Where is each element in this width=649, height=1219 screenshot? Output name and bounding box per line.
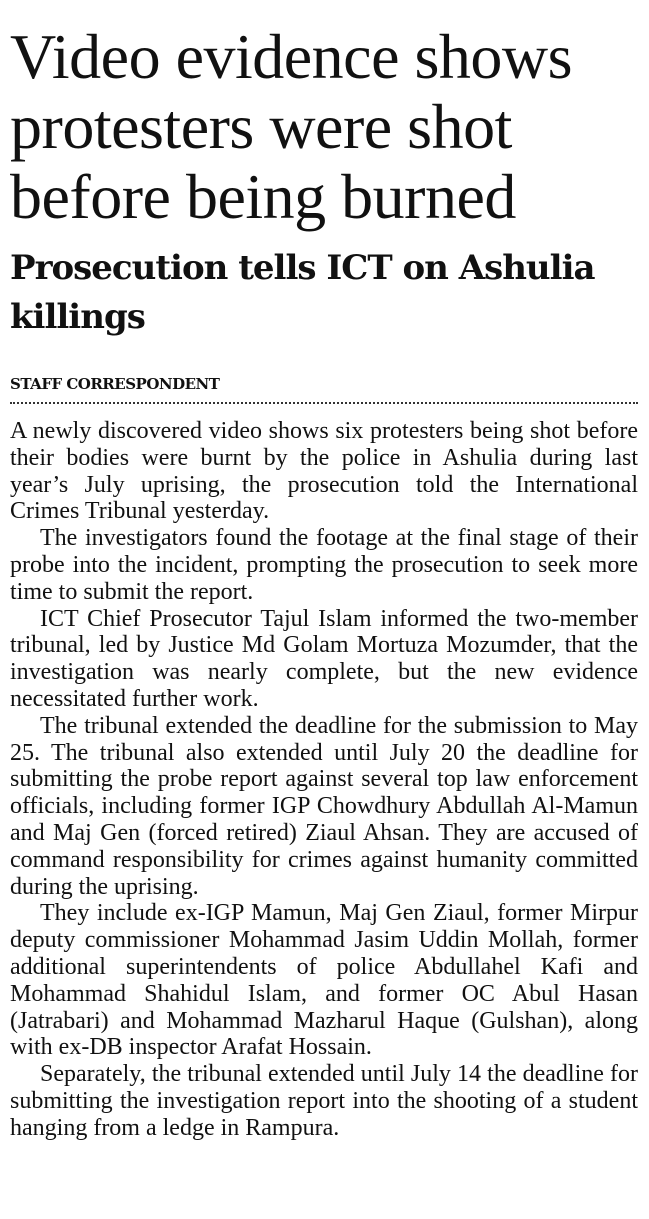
dotted-divider <box>10 402 638 404</box>
paragraph: Separately, the tribunal extended until July 14 the deadline for submitting the investigation report into the shooting of a student hanging from a ledge in Rampura. <box>10 1061 638 1141</box>
paragraph: They include ex-IGP Mamun, Maj Gen Ziaul, former Mirpur deputy commissioner Mohammad Jasim Uddin Mollah, former additional superintendents of police Abdullahel Kafi and Mohammad Shahidul Islam, and former OC Abul Hasan (Jatrabari) and Mohammad Mazharul Haque (Gulshan), along with ex-DB inspector Arafat Hossain. <box>10 900 638 1061</box>
byline: STAFF CORRESPONDENT <box>10 375 220 393</box>
paragraph: ICT Chief Prosecutor Tajul Islam informed the two-member tribunal, led by Justice Md Golam Mortuza Mozumder, that the investigation was nearly complete, but the new evidence necessitated further work. <box>10 605 638 712</box>
paragraph: A newly discovered video shows six protesters being shot before their bodies were burnt by the police in Ashulia during last year’s July uprising, the prosecution told the International Crimes Tribunal yesterday. <box>10 418 638 525</box>
news-article <box>10 0 638 1142</box>
headline: Video evidence shows protesters were shot before being burned <box>10 21 572 232</box>
article-body <box>10 418 638 1142</box>
paragraph: The tribunal extended the deadline for the submission to May 25. The tribunal also extended until July 20 the deadline for submitting the probe report against several top law enforcement officials, including former IGP Chowdhury Abdullah Al-Mamun and Maj Gen (forced retired) Ziaul Ahsan. They are accused of command responsibility for crimes against humanity committed during the uprising. <box>10 712 638 900</box>
paragraph: The investigators found the footage at the final stage of their probe into the incident, prompting the prosecution to seek more time to submit the report. <box>10 525 638 605</box>
subheadline: Prosecution tells ICT on Ashulia killings <box>10 248 595 337</box>
